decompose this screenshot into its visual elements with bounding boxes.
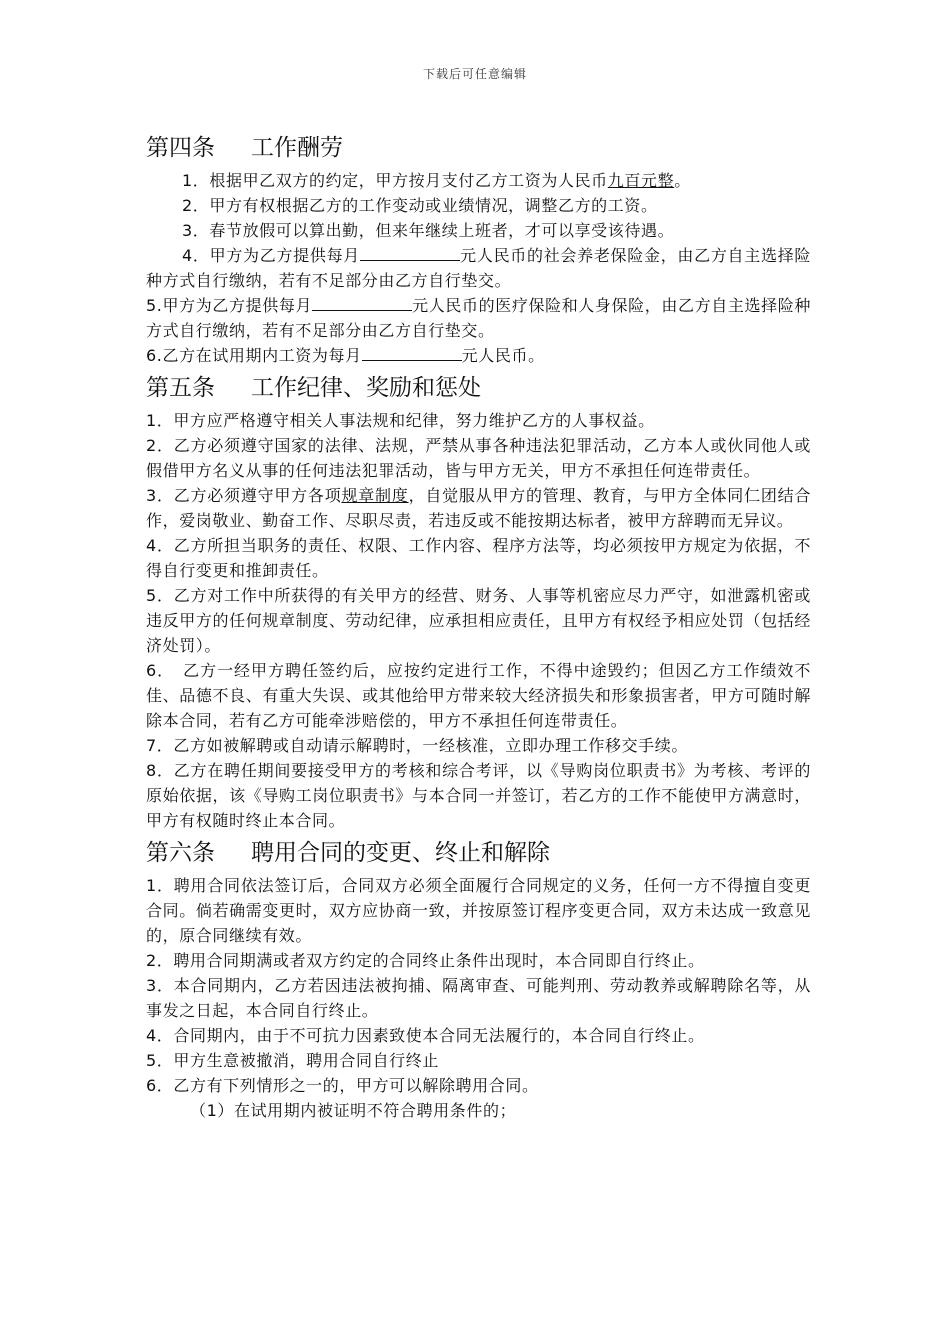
item-text: 1．根据甲乙双方的约定，甲方按月支付乙方工资为人民币 xyxy=(182,171,608,190)
article-5-title: 工作纪律、奖励和惩处 xyxy=(251,375,481,401)
article-6-heading xyxy=(146,833,811,873)
article-4-item-6 xyxy=(146,343,811,368)
article-6-item-5: 5．甲方生意被撤消，聘用合同自行终止 xyxy=(146,1051,439,1070)
fill-in-blank[interactable] xyxy=(312,293,412,311)
article-6-title: 聘用合同的变更、终止和解除 xyxy=(251,840,550,866)
item-text: 元人民币的社会养老保险金，由乙方自主选择险种方式自行缴纳，若有不足部分由乙方自行垫交。 xyxy=(146,246,812,290)
item-text: ，自觉服从甲方的管理、教育，与甲方全体同仁团结合作，爱岗敬业、勤奋工作、尽职尽责，若违反或不能按期达标者，被甲方辞聘而无异议。 xyxy=(146,486,812,530)
article-5-item-4: 4．乙方所担当职务的责任、权限、工作内容、程序方法等，均必须按甲方规定为依据，不得自行变更和推卸责任。 xyxy=(146,536,811,580)
article-6-subitem-1: （1）在试用期内被证明不符合聘用条件的； xyxy=(190,1101,517,1120)
article-6-item-2: 2．聘用合同期满或者双方约定的合同终止条件出现时，本合同即自行终止。 xyxy=(146,951,705,970)
page-header-note: 下载后可任意编辑 xyxy=(422,67,527,81)
fill-in-blank[interactable] xyxy=(362,343,462,361)
fill-in-blank[interactable] xyxy=(360,243,460,261)
item-text: 3．乙方必须遵守甲方各项 xyxy=(146,486,342,505)
article-5-item-1: 1．甲方应严格遵守相关人事法规和纪律，努力维护乙方的人事权益。 xyxy=(146,411,655,430)
article-6-item-4: 4．合同期内，由于不可抗力因素致使本合同无法履行的，本合同自行终止。 xyxy=(146,1026,705,1045)
article-5-item-5: 5．乙方对工作中所获得的有关甲方的经营、财务、人事等机密应尽力严守，如泄露机密或违反甲方的任何规章制度、劳动纪律，应承担相应责任，且甲方有权经予相应处罚（包括经济处罚）。 xyxy=(146,586,811,655)
item-text: 4．甲方为乙方提供每月 xyxy=(182,246,361,265)
article-6-item-3: 3．本合同期内，乙方若因违法被拘捕、隔离审查、可能判刑、劳动教养或解聘除名等，从事发之日起，本合同自行终止。 xyxy=(146,976,811,1020)
document-body xyxy=(146,128,811,1123)
rules-link[interactable]: 规章制度 xyxy=(341,486,409,505)
article-5-item-8: 8．乙方在聘任期间要接受甲方的考核和综合考评，以《导购岗位职责书》为考核、考评的原始依据，该《导购工岗位职责书》与本合同一并签订，若乙方的工作不能使甲方满意时，甲方有权随时终止本合同。 xyxy=(146,761,811,830)
article-6-item-6: 6．乙方有下列情形之一的，甲方可以解除聘用合同。 xyxy=(146,1076,539,1095)
article-5-label: 第五条 xyxy=(146,375,215,401)
article-4-item-2: 2．甲方有权根据乙方的工作变动或业绩情况，调整乙方的工资。 xyxy=(182,196,658,215)
article-4-title: 工作酬劳 xyxy=(251,135,343,161)
article-4-item-1 xyxy=(146,168,811,193)
article-4-item-4 xyxy=(146,243,811,293)
article-4-label: 第四条 xyxy=(146,135,215,161)
article-4-item-5 xyxy=(146,293,811,343)
article-6-label: 第六条 xyxy=(146,840,215,866)
article-4-heading xyxy=(146,128,811,168)
article-4-item-3: 3．春节放假可以算出勤，但来年继续上班者，才可以享受该待遇。 xyxy=(182,221,675,240)
item-text: 元人民币。 xyxy=(461,346,545,365)
article-5-item-6: 6． 乙方一经甲方聘任签约后，应按约定进行工作，不得中途毁约；但因乙方工作绩效不佳、品德不良、有重大失误、或其他给甲方带来较大经济损失和形象损害者，甲方可随时解除本合同，若有乙方可能牵涉赔偿的，甲方不承担任何连带责任。 xyxy=(146,661,811,730)
item-text: 元人民币的医疗保险和人身保险，由乙方自主选择险种方式自行缴纳，若有不足部分由乙方自行垫交。 xyxy=(146,296,811,340)
item-text: 5.甲方为乙方提供每月 xyxy=(146,296,313,315)
article-5-item-7: 7．乙方如被解聘或自动请示解聘时，一经核准，立即办理工作移交手续。 xyxy=(146,736,688,755)
item-text: 6.乙方在试用期内工资为每月 xyxy=(146,346,362,365)
article-5-item-3 xyxy=(146,483,811,533)
article-6-item-1: 1．聘用合同依法签订后，合同双方必须全面履行合同规定的义务，任何一方不得擅自变更合同。倘若确需变更时，双方应协商一致，并按原签订程序变更合同，双方未达成一致意见的，原合同继续有效。 xyxy=(146,876,811,945)
article-5-item-2: 2．乙方必须遵守国家的法律、法规，严禁从事各种违法犯罪活动，乙方本人或伙同他人或假借甲方名义从事的任何违法犯罪活动，皆与甲方无关，甲方不承担任何连带责任。 xyxy=(146,436,811,480)
salary-amount: 九百元整 xyxy=(607,171,675,190)
item-text: 。 xyxy=(674,171,691,190)
article-5-heading xyxy=(146,368,811,408)
